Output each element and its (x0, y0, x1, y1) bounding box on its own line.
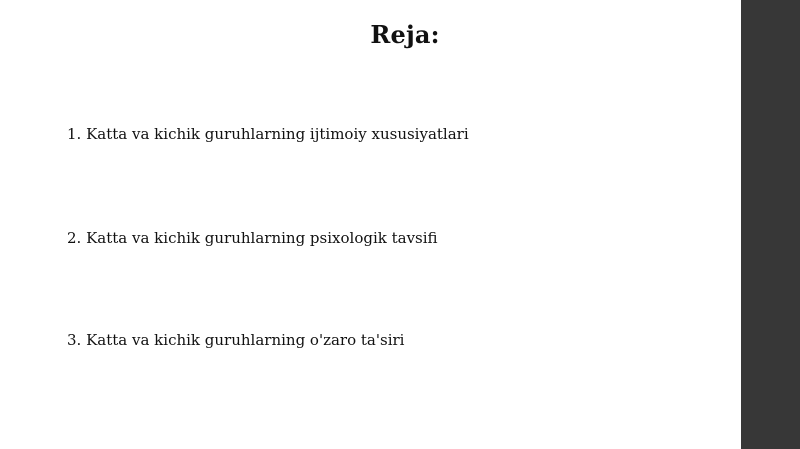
side-panel (741, 0, 800, 449)
plan-item-3: 3. Katta va kichik guruhlarning o'zaro ta'siri (67, 331, 405, 349)
plan-item-1: 1. Katta va kichik guruhlarning ijtimoiy xususiyatlari (67, 125, 469, 143)
slide-title: Reja: (370, 20, 440, 49)
plan-item-2: 2. Katta va kichik guruhlarning psixologik tavsifi (67, 229, 438, 247)
